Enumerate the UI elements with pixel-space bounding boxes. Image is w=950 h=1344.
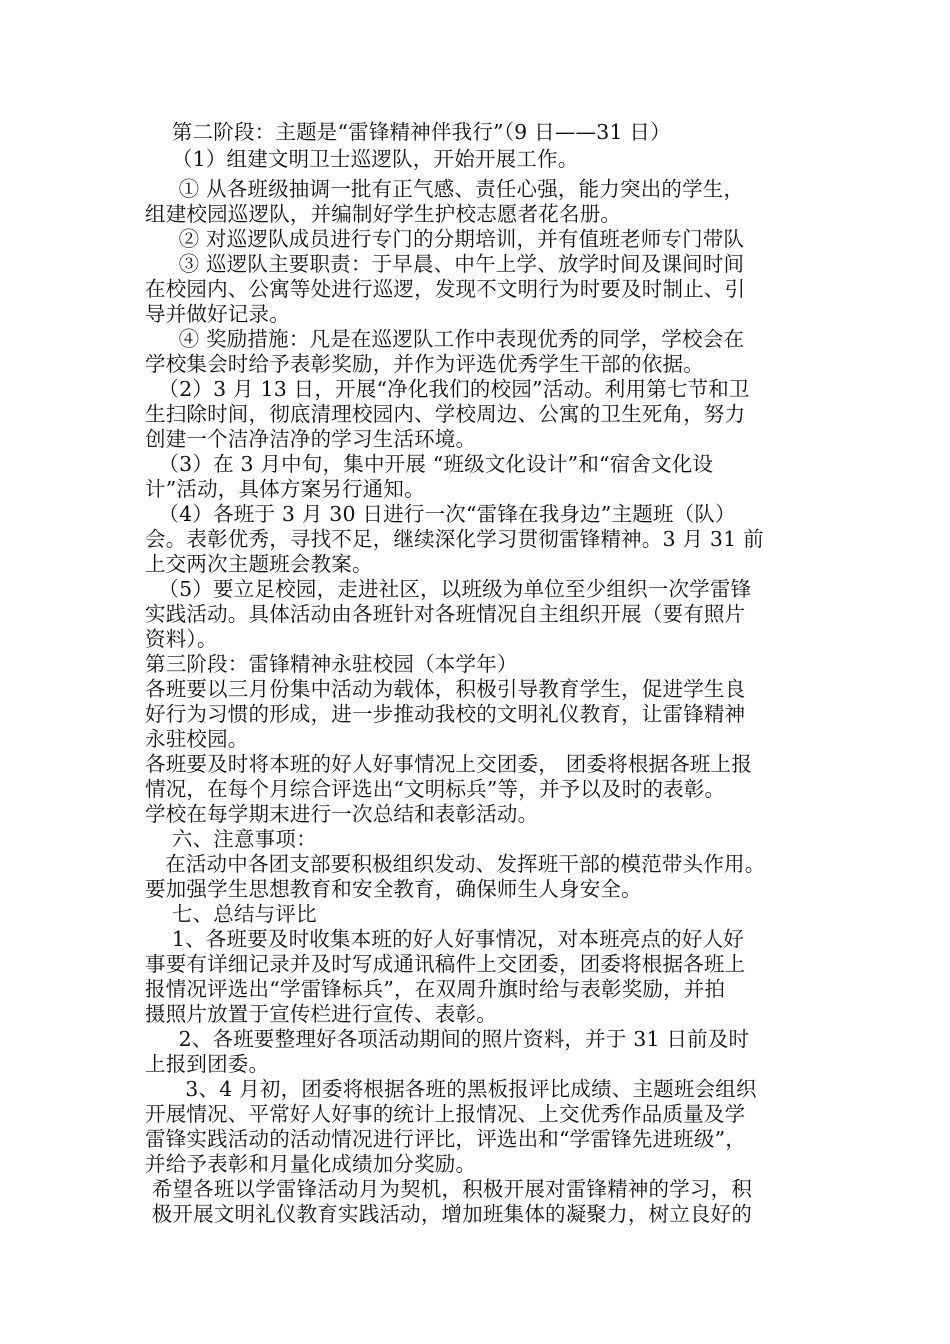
text-line: 希望各班以学雷锋活动月为契机，积极开展对雷锋精神的学习，积 <box>145 1177 753 1201</box>
text-line: ② 对巡逻队成员进行专门的分期培训，并有值班老师专门带队 <box>145 227 745 251</box>
text-line: ④ 奖励措施：凡是在巡逻队工作中表现优秀的同学，学校会在 <box>145 327 745 351</box>
text-line: 各班要以三月份集中活动为载体，积极引导教育学生，促进学生良 <box>145 677 746 701</box>
text-line: 实践活动。具体活动由各班针对各班情况自主组织开展（要有照片 <box>145 602 746 626</box>
text-line: 并给予表彰和月量化成绩加分奖励。 <box>145 1152 477 1176</box>
text-line: 3、4 月初，团委将根据各班的黑板报评比成绩、主题班会组织 <box>145 1077 757 1101</box>
text-line: 六、注意事项： <box>145 827 317 851</box>
text-line: 导并做好记录。 <box>145 302 290 326</box>
text-line: （1）组建文明卫士巡逻队，开始开展工作。 <box>145 147 579 171</box>
text-line: 好行为习惯的形成，进一步推动我校的文明礼仪教育，让雷锋精神 <box>145 702 746 726</box>
text-line: 2、各班要整理好各项活动期间的照片资料，并于 31 日前及时 <box>145 1027 750 1051</box>
text-line: 极开展文明礼仪教育实践活动，增加班集体的凝聚力，树立良好的 <box>145 1202 753 1226</box>
text-line: 学校集会时给予表彰奖励，并作为评选优秀学生干部的依据。 <box>145 352 704 376</box>
text-line: 计”活动，具体方案另行通知。 <box>145 477 425 501</box>
text-line: 1、各班要及时收集本班的好人好事情况，对本班亮点的好人好 <box>145 927 745 951</box>
text-line: 上报到团委。 <box>145 1052 270 1076</box>
text-line: （2）3 月 13 日，开展“净化我们的校园”活动。利用第七节和卫 <box>145 377 750 401</box>
text-line: 摄照片放置于宣传栏进行宣传、表彰。 <box>145 1002 497 1026</box>
text-line: 会。表彰优秀，寻找不足，继续深化学习贯彻雷锋精神。3 月 31 前 <box>145 527 764 551</box>
text-line: ③ 巡逻队主要职责：于早晨、中午上学、放学时间及课间时间 <box>145 252 745 276</box>
text-line: ① 从各班级抽调一批有正气感、责任心强，能力突出的学生， <box>145 177 745 201</box>
text-line: 永驻校园。 <box>145 727 249 751</box>
text-line: 各班要及时将本班的好人好事情况上交团委， 团委将根据各班上报 <box>145 752 753 776</box>
text-line: 第三阶段：雷锋精神永驻校园（本学年） <box>145 652 518 676</box>
text-line: 情况，在每个月综合评选出“文明标兵”等，并予以及时的表彰。 <box>145 777 726 801</box>
text-line: 开展情况、平常好人好事的统计上报情况、上交优秀作品质量及学 <box>145 1102 746 1126</box>
text-line: 学校在每学期末进行一次总结和表彰活动。 <box>145 802 539 826</box>
text-line: （4）各班于 3 月 30 日进行一次“雷锋在我身边”主题班（队） <box>145 502 736 526</box>
text-line: 生扫除时间，彻底清理校园内、学校周边、公寓的卫生死角，努力 <box>145 402 746 426</box>
text-line: 要加强学生思想教育和安全教育，确保师生人身安全。 <box>145 877 642 901</box>
text-line: 在活动中各团支部要积极组织发动、发挥班干部的模范带头作用。 <box>145 852 766 876</box>
text-line: 第二阶段：主题是“雷锋精神伴我行”（9 日——31 日） <box>145 120 671 144</box>
text-line: （3）在 3 月中旬，集中开展 “班级文化设计”和“宿舍文化设 <box>145 452 714 476</box>
text-line: 上交两次主题班会教案。 <box>145 552 373 576</box>
text-line: 创建一个洁净洁净的学习生活环境。 <box>145 427 477 451</box>
text-line: 雷锋实践活动的活动情况进行评比，评选出和“学雷锋先进班级”， <box>145 1127 746 1151</box>
text-line: 七、总结与评比 <box>145 902 317 926</box>
text-line: 报情况评选出“学雷锋标兵”，在双周升旗时给与表彰奖励，并拍 <box>145 977 726 1001</box>
text-line: 资料）。 <box>145 627 218 651</box>
text-line: 事要有详细记录并及时写成通讯稿件上交团委，团委将根据各班上 <box>145 952 746 976</box>
text-line: （5）要立足校园，走进社区，以班级为单位至少组织一次学雷锋 <box>145 577 752 601</box>
text-line: 组建校园巡逻队，并编制好学生护校志愿者花名册。 <box>145 202 622 226</box>
text-line: 在校园内、公寓等处进行巡逻，发现不文明行为时要及时制止、引 <box>145 277 746 301</box>
